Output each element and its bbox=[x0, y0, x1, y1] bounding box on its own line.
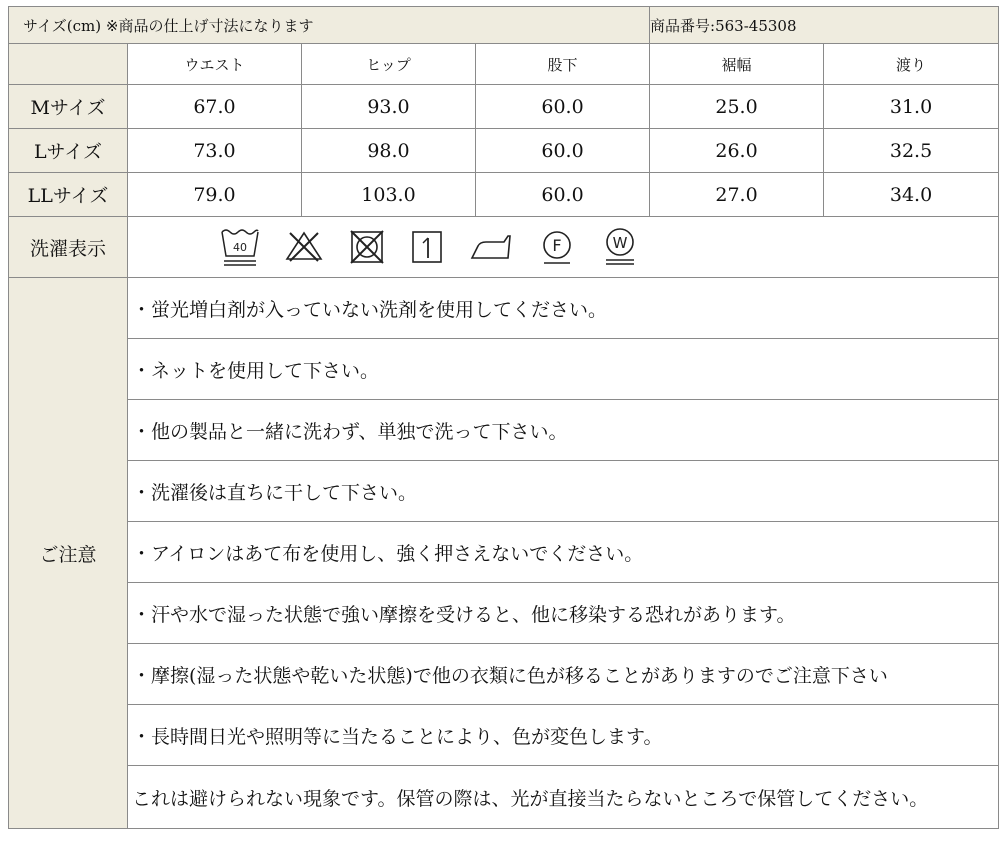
care-symbols-row bbox=[9, 217, 999, 278]
note-row bbox=[9, 339, 999, 400]
care-label: 洗濯表示 bbox=[9, 217, 128, 278]
iron-icon bbox=[468, 230, 514, 264]
note-item: ・摩擦(湿った状態や乾いた状態)で他の衣類に色が移ることがありますのでご注意下さい bbox=[128, 644, 999, 705]
size-value: 26.0 bbox=[650, 129, 824, 173]
no-bleach-icon bbox=[284, 229, 324, 265]
size-table bbox=[8, 6, 999, 829]
size-label: Lサイズ bbox=[9, 129, 128, 173]
size-row-ll bbox=[9, 173, 999, 217]
note-row bbox=[9, 644, 999, 705]
dry-clean-letter: F bbox=[552, 236, 562, 255]
size-value: 27.0 bbox=[650, 173, 824, 217]
dry-clean-f-icon bbox=[538, 228, 576, 266]
column-header: ウエスト bbox=[128, 44, 302, 85]
note-row bbox=[9, 461, 999, 522]
note-row bbox=[9, 766, 999, 829]
column-header: 股下 bbox=[476, 44, 650, 85]
note-item: ・アイロンはあて布を使用し、強く押さえないでください。 bbox=[128, 522, 999, 583]
column-header: ヒップ bbox=[302, 44, 476, 85]
note-item: ・洗濯後は直ちに干して下さい。 bbox=[128, 461, 999, 522]
note-item: ・他の製品と一緒に洗わず、単独で洗って下さい。 bbox=[128, 400, 999, 461]
note-row bbox=[9, 400, 999, 461]
size-value: 73.0 bbox=[128, 129, 302, 173]
wet-clean-w-icon bbox=[600, 226, 640, 268]
wet-clean-letter: W bbox=[612, 234, 628, 252]
note-item: ・ネットを使用して下さい。 bbox=[128, 339, 999, 400]
note-row bbox=[9, 705, 999, 766]
notes-label: ご注意 bbox=[9, 278, 128, 829]
header-row bbox=[9, 7, 999, 44]
note-row bbox=[9, 278, 999, 339]
column-header: 裾幅 bbox=[650, 44, 824, 85]
note-item: これは避けられない現象です。保管の際は、光が直接当たらないところで保管してください。 bbox=[128, 766, 999, 829]
size-value: 31.0 bbox=[824, 85, 999, 129]
size-value: 60.0 bbox=[476, 173, 650, 217]
size-value: 67.0 bbox=[128, 85, 302, 129]
care-symbols bbox=[128, 226, 998, 268]
size-row-m bbox=[9, 85, 999, 129]
size-row-l bbox=[9, 129, 999, 173]
size-value: 93.0 bbox=[302, 85, 476, 129]
note-item: ・汗や水で湿った状態で強い摩擦を受けると、他に移染する恐れがあります。 bbox=[128, 583, 999, 644]
product-number: 商品番号:563-45308 bbox=[650, 7, 999, 44]
size-value: 34.0 bbox=[824, 173, 999, 217]
column-header: 渡り bbox=[824, 44, 999, 85]
care-symbols-cell bbox=[128, 217, 999, 278]
note-item: ・長時間日光や照明等に当たることにより、色が変色します。 bbox=[128, 705, 999, 766]
note-row bbox=[9, 522, 999, 583]
size-value: 79.0 bbox=[128, 173, 302, 217]
size-value: 103.0 bbox=[302, 173, 476, 217]
size-label: LLサイズ bbox=[9, 173, 128, 217]
corner-cell bbox=[9, 44, 128, 85]
wash-40-icon bbox=[220, 226, 260, 268]
wash-temperature: 40 bbox=[233, 241, 247, 254]
note-row bbox=[9, 583, 999, 644]
column-header-row bbox=[9, 44, 999, 85]
note-item: ・蛍光増白剤が入っていない洗剤を使用してください。 bbox=[128, 278, 999, 339]
size-chart bbox=[8, 6, 998, 829]
size-unit-note: サイズ(cm) ※商品の仕上げ寸法になります bbox=[9, 7, 650, 44]
size-label: Mサイズ bbox=[9, 85, 128, 129]
no-tumble-dry-icon bbox=[348, 229, 386, 265]
line-dry-icon bbox=[410, 229, 444, 265]
size-value: 60.0 bbox=[476, 129, 650, 173]
size-value: 60.0 bbox=[476, 85, 650, 129]
size-value: 25.0 bbox=[650, 85, 824, 129]
size-value: 98.0 bbox=[302, 129, 476, 173]
size-value: 32.5 bbox=[824, 129, 999, 173]
